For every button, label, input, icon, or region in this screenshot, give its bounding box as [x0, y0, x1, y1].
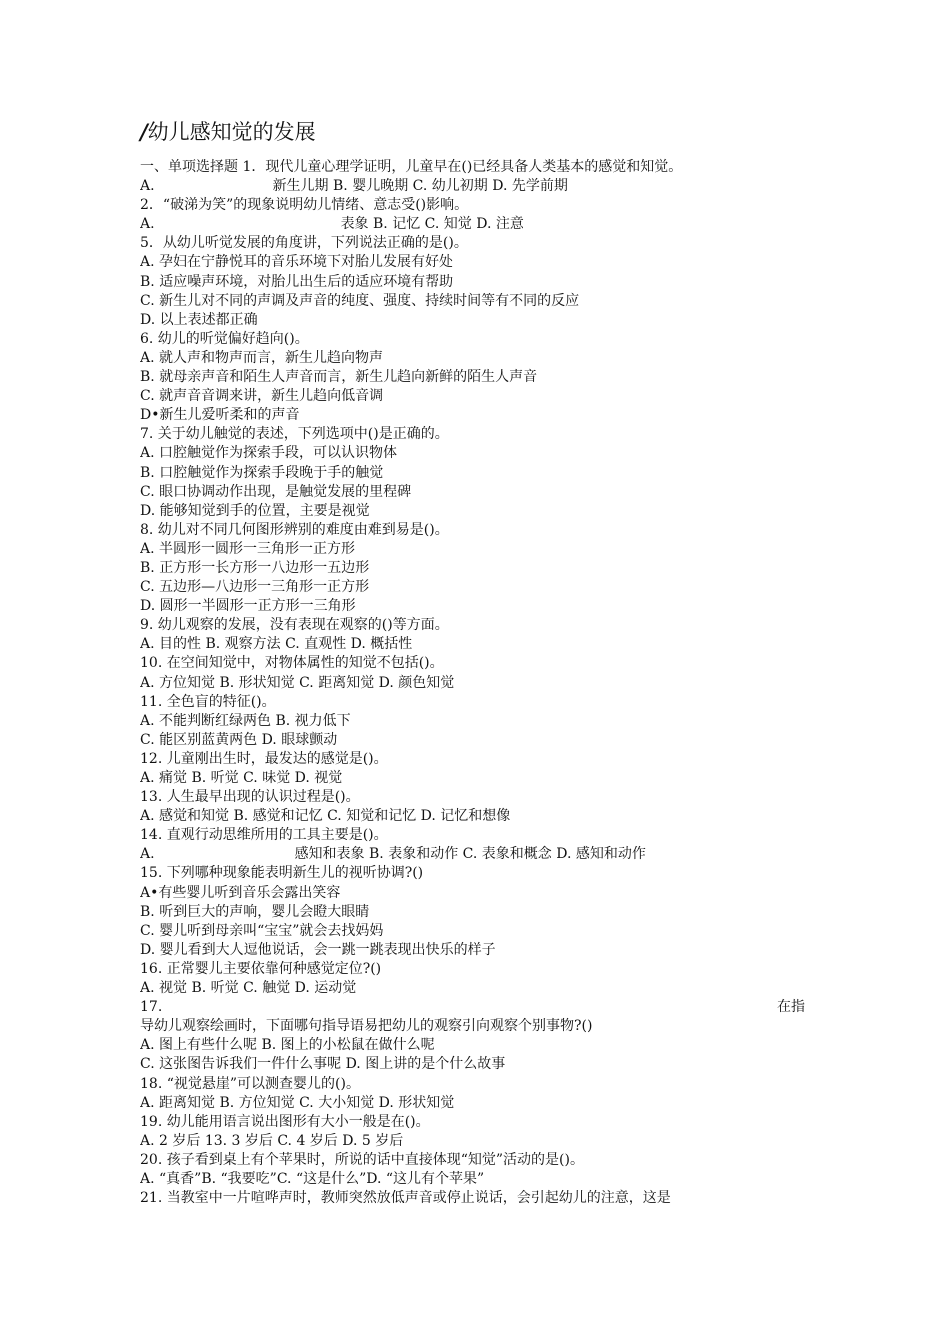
- text-line: [140, 196, 805, 215]
- line-text: D. 以上表述都正确: [140, 311, 258, 328]
- line-lead: 17.: [140, 999, 163, 1016]
- text-line: [140, 712, 805, 731]
- line-text: A. 半圆形一圆形一三角形一正方形: [140, 540, 356, 557]
- line-text: 8. 幼儿对不同几何图形辨别的难度由难到易是()。: [140, 521, 449, 538]
- text-line: [140, 998, 805, 1017]
- line-text: B. 听到巨大的声响，婴儿会瞪大眼睛: [140, 903, 370, 920]
- text-line: [140, 750, 805, 769]
- line-text: 9. 幼儿观察的发展，没有表现在观察的()等方面。: [140, 617, 449, 634]
- text-line: [140, 578, 805, 597]
- line-lead: A.: [140, 178, 155, 195]
- text-line: [140, 483, 805, 502]
- line-text: A. 2 岁后 13. 3 岁后 C. 4 岁后 D. 5 岁后: [140, 1132, 404, 1149]
- text-line: [140, 1151, 805, 1170]
- text-line: [140, 674, 805, 693]
- text-line: [140, 769, 805, 788]
- line-text: 表象 B. 记忆 C. 知觉 D. 注意: [340, 216, 524, 233]
- text-line: [140, 425, 805, 444]
- line-text: A•有些婴儿听到音乐会露出笑容: [140, 884, 341, 901]
- text-line: [140, 1132, 805, 1151]
- line-text: A. 孕妇在宁静悦耳的音乐环境下对胎儿发展有好处: [140, 254, 454, 271]
- line-text: D. 能够知觉到手的位置，主要是视觉: [140, 502, 370, 519]
- line-text: 12. 儿童刚出生时，最发达的感觉是()。: [140, 750, 388, 767]
- text-line: [140, 597, 805, 616]
- line-text: A. 感觉和知觉 B. 感觉和记忆 C. 知觉和记忆 D. 记忆和想像: [140, 808, 511, 825]
- line-text: A. 距离知觉 B. 方位知觉 C. 大小知觉 D. 形状知觉: [140, 1094, 455, 1111]
- line-text: 感知和表象 B. 表象和动作 C. 表象和概念 D. 感知和动作: [294, 846, 646, 863]
- text-line: [140, 1075, 805, 1094]
- line-text: 18. “视觉悬崖”可以测查婴儿的()。: [140, 1075, 360, 1092]
- line-text: 一、单项选择题 1．现代儿童心理学证明，儿童早在()已经具备人类基本的感觉和知觉。: [140, 159, 683, 175]
- line-text: A. 目的性 B. 观察方法 C. 直观性 D. 概括性: [140, 636, 413, 653]
- text-line: [140, 540, 805, 559]
- text-line: [140, 1036, 805, 1055]
- text-line: [140, 788, 805, 807]
- text-line: [140, 1113, 805, 1132]
- line-text: C. 五边形—八边形一三角形一正方形: [140, 579, 370, 596]
- line-text: 在指: [777, 999, 805, 1016]
- text-line: [140, 1189, 805, 1208]
- text-line: [140, 177, 805, 196]
- line-text: D. 婴儿看到大人逗他说话，会一跳一跳表现出快乐的样子: [140, 941, 496, 958]
- line-text: 11. 全色盲的特征()。: [140, 693, 276, 710]
- text-line: [140, 521, 805, 540]
- text-line: [140, 253, 805, 272]
- line-text: A. 痛觉 B. 听觉 C. 味觉 D. 视觉: [140, 770, 343, 786]
- line-text: C. 能区别蓝黄两色 D. 眼球颤动: [140, 731, 338, 748]
- line-text: 2．“破涕为笑”的现象说明幼儿情绪、意志受()影响。: [140, 197, 469, 214]
- line-text: A. 就人声和物声而言，新生儿趋向物声: [140, 349, 384, 366]
- line-text: 14. 直观行动思维所用的工具主要是()。: [140, 827, 388, 844]
- text-line: [140, 922, 805, 941]
- line-text: A. 图上有些什么呢 B. 图上的小松鼠在做什么呢: [140, 1037, 435, 1054]
- line-text: B. 口腔触觉作为探索手段晚于手的触觉: [140, 464, 384, 481]
- text-line: [140, 273, 805, 292]
- document-page: [140, 118, 805, 1208]
- text-line: [140, 979, 805, 998]
- text-line: [140, 292, 805, 311]
- text-line: [140, 903, 805, 922]
- text-line: [140, 826, 805, 845]
- text-line: [140, 960, 805, 979]
- text-line: [140, 368, 805, 387]
- text-line: [140, 464, 805, 483]
- line-text: 15. 下列哪种现象能表明新生儿的视听协调?(): [140, 865, 424, 882]
- text-line: [140, 1094, 805, 1113]
- text-line: [140, 845, 805, 864]
- line-text: 21. 当教室中一片喧哗声时，教师突然放低声音或停止说话，会引起幼儿的注意，这是: [140, 1190, 671, 1207]
- line-text: 20. 孩子看到桌上有个苹果时，所说的话中直接体现“知觉”活动的是()。: [140, 1151, 584, 1168]
- text-line: [140, 884, 805, 903]
- text-line: [140, 635, 805, 654]
- line-text: 新生儿期 B. 婴儿晚期 C. 幼儿初期 D. 先学前期: [272, 178, 568, 195]
- line-text: C. 眼口协调动作出现，是触觉发展的里程碑: [140, 483, 412, 500]
- text-line: [140, 234, 805, 253]
- line-text: C. 这张图告诉我们一件什么事呢 D. 图上讲的是个什么故事: [140, 1056, 506, 1073]
- text-line: [140, 807, 805, 826]
- line-text: C. 就声音音调来讲，新生儿趋向低音调: [140, 388, 384, 405]
- document-title: [140, 118, 805, 146]
- text-line: [140, 330, 805, 349]
- line-text: D. 圆形一半圆形一正方形一三角形: [140, 598, 356, 615]
- line-text: C. 婴儿听到母亲叫“宝宝”就会去找妈妈: [140, 922, 384, 939]
- title-text: 幼儿感知觉的发展: [147, 120, 316, 144]
- line-text: B. 适应噪声环境，对胎儿出生后的适应环境有帮助: [140, 273, 454, 290]
- text-line: [140, 1055, 805, 1074]
- line-text: 7. 关于幼儿触觉的表述，下列选项中()是正确的。: [140, 426, 449, 443]
- text-line: [140, 215, 805, 234]
- text-line: [140, 444, 805, 463]
- text-line: [140, 311, 805, 330]
- text-line: [140, 731, 805, 750]
- line-text: 6. 幼儿的听觉偏好趋向()。: [140, 330, 309, 347]
- question-list: [140, 158, 805, 1208]
- line-text: B. 正方形一长方形一八边形一五边形: [140, 559, 370, 576]
- line-text: A. 不能判断红绿两色 B. 视力低下: [140, 712, 351, 729]
- text-line: [140, 406, 805, 425]
- line-text: 13. 人生最早出现的认识过程是()。: [140, 789, 360, 806]
- text-line: [140, 559, 805, 578]
- text-line: [140, 941, 805, 960]
- line-text: A. “真香”B. “我要吃”C. “这是什么”D. “这儿有个苹果”: [140, 1170, 485, 1187]
- line-text: 10. 在空间知觉中，对物体属性的知觉不包括()。: [140, 655, 444, 672]
- line-text: 16. 正常婴儿主要依靠何种感觉定位?(): [140, 960, 382, 977]
- title-mark: /: [140, 119, 148, 144]
- text-line: [140, 616, 805, 635]
- text-line: [140, 1017, 805, 1036]
- line-text: A. 口腔触觉作为探索手段，可以认识物体: [140, 445, 398, 462]
- line-lead: A.: [140, 846, 155, 863]
- line-lead: A.: [140, 216, 155, 233]
- text-line: [140, 693, 805, 712]
- text-line: [140, 349, 805, 368]
- line-text: B. 就母亲声音和陌生人声音而言，新生儿趋向新鲜的陌生人声音: [140, 369, 538, 386]
- line-text: A. 方位知觉 B. 形状知觉 C. 距离知觉 D. 颜色知觉: [140, 674, 455, 691]
- text-line: [140, 158, 805, 177]
- text-line: [140, 864, 805, 883]
- text-line: [140, 1170, 805, 1189]
- line-text: 导幼儿观察绘画时，下面哪句指导语易把幼儿的观察引向观察个别事物?(): [140, 1018, 593, 1035]
- text-line: [140, 387, 805, 406]
- line-text: 19. 幼儿能用语言说出图形有大小一般是在()。: [140, 1113, 430, 1130]
- line-text: D•新生儿爱听柔和的声音: [140, 407, 300, 424]
- text-line: [140, 654, 805, 673]
- line-text: C. 新生儿对不同的声调及声音的纯度、强度、持续时间等有不同的反应: [140, 292, 580, 309]
- line-text: A. 视觉 B. 听觉 C. 触觉 D. 运动觉: [140, 980, 357, 997]
- line-text: 5．从幼儿听觉发展的角度讲，下列说法正确的是()。: [140, 235, 468, 252]
- text-line: [140, 502, 805, 521]
